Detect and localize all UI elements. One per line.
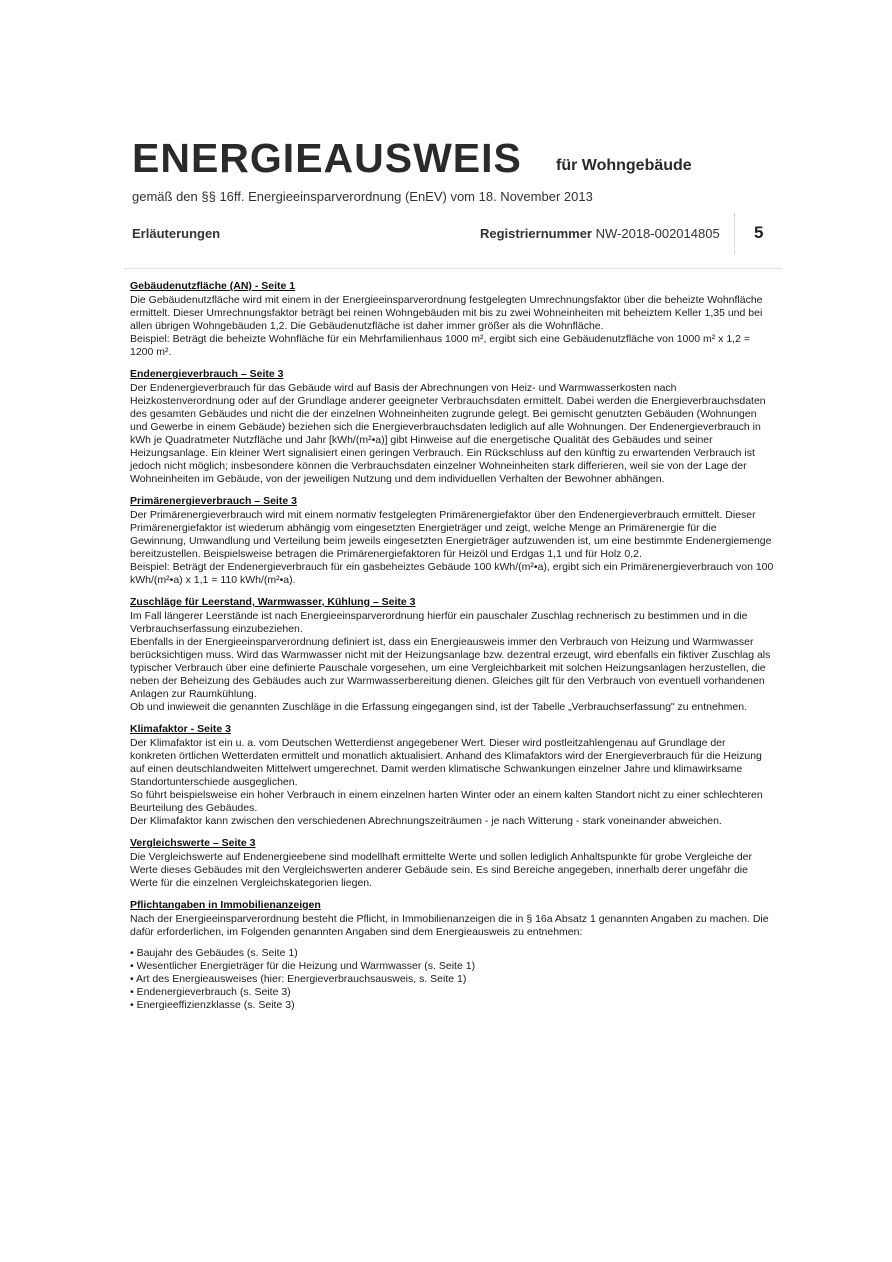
section-heading: Gebäudenutzfläche (AN) - Seite 1 <box>130 280 296 292</box>
section <box>130 837 774 890</box>
document-subtitle: gemäß den §§ 16ff. Energieeinsparverordnung (EnEV) vom 18. November 2013 <box>132 189 593 204</box>
section-heading: Vergleichswerte – Seite 3 <box>130 837 256 849</box>
section-paragraph: Der Klimafaktor kann zwischen den verschiedenen Abrechnungszeiträumen - je nach Witterung - stark voneinander abweichen. <box>130 815 722 827</box>
section-label: Erläuterungen <box>132 226 221 241</box>
list-item: • Endenergieverbrauch (s. Seite 3) <box>130 986 774 999</box>
section-paragraph: Der Klimafaktor ist ein u. a. vom Deutschen Wetterdienst angegebener Wert. Dieser wird postleitzahlengenau auf Grundlage der konkreten örtlichen Wetterdaten ermittelt und monatlich aktualisiert. Anhand des Klimafaktors wird der Energieverbrauch für die Heizung auf einen deutschlandweiten Mittelwert umgerechnet. Damit werden klimatische Schwankungen einzelner Jahre und klimawirksame Standortunterschiede ausgeglichen. <box>130 737 762 788</box>
section <box>130 495 774 587</box>
section <box>130 280 774 359</box>
explanations-content <box>130 280 774 1021</box>
section-paragraph: Beispiel: Beträgt der Endenergieverbrauch für ein gasbeheiztes Gebäude 100 kWh/(m²•a), ergibt sich ein Primärenergieverbrauch von 100 kWh/(m²•a) x 1,1 = 110 kWh/(m²•a). <box>130 561 774 586</box>
section-paragraph: Der Endenergieverbrauch für das Gebäude wird auf Basis der Abrechnungen von Heiz- und Warmwasserkosten nach Heizkostenverordnung oder auf der Grundlage anderer geeigneter Verbrauchsdaten ermittelt. Dabei werden die Energieverbrauchsdaten des gesamten Gebäudes und nicht die der einzelnen Wohneinheiten zugrunde gelegt. Bei gemischt genutzten Gebäuden (Wohnungen und Gewerbe in einem Gebäude) beziehen sich die Energieverbrauchsdaten lediglich auf alle Wohnungen. Der Endenergieverbrauch in kWh je Quadratmeter Nutzfläche und Jahr [kWh/(m²•a)] gibt Hinweise auf die energetische Qualität des Gebäudes und seiner Heizungsanlage. Ein kleiner Wert signalisiert einen geringen Verbrauch. Ein Rückschluss auf den künftig zu erwartenden Verbrauch ist jedoch nicht möglich; insbesondere können die Verbrauchsdaten einzelner Wohneinheiten stark differieren, weil sie von der Lage der Wohneinheiten im Gebäude, von der jeweiligen Nutzung und dem individuellen Verhalten der Bewohner abhängen. <box>130 382 766 485</box>
document-title-suffix: für Wohngebäude <box>556 157 692 174</box>
section <box>130 899 774 1012</box>
section <box>130 368 774 486</box>
section-heading: Pflichtangaben in Immobilienanzeigen <box>130 899 321 911</box>
section-heading: Primärenergieverbrauch – Seite 3 <box>130 495 297 507</box>
section-paragraph: So führt beispielsweise ein hoher Verbrauch in einem einzelnen harten Winter oder an einem kalten Standort nicht zu einer schlechteren Beurteilung des Gebäudes. <box>130 789 763 814</box>
bullet-list <box>130 947 774 1012</box>
document-title-row <box>132 132 772 184</box>
document-title: ENERGIEAUSWEIS <box>132 135 522 181</box>
registration-label: Registriernummer <box>480 226 592 241</box>
section-header-row <box>132 223 772 246</box>
list-item: • Wesentlicher Energieträger für die Heizung und Warmwasser (s. Seite 1) <box>130 960 774 973</box>
section <box>130 596 774 714</box>
page-number: 5 <box>754 223 764 242</box>
section-paragraph: Ob und inwieweit die genannten Zuschläge in die Erfassung eingegangen sind, ist der Tabelle „Verbrauchserfassung" zu entnehmen. <box>130 701 748 713</box>
registration-number: NW-2018-002014805 <box>595 226 720 241</box>
section-paragraph: Der Primärenergieverbrauch wird mit einem normativ festgelegten Primärenergiefaktor über den Endenergieverbrauch ermittelt. Dieser Primärenergiefaktor ist wiederum abhängig vom eingesetzten Energieträger und zeigt, welche Menge an Primärenergie für die Gewinnung, Umwandlung und Verteilung beim jeweils eingesetzten Energieträger aufzuwenden ist, um eine bestimmte Endenergiemenge bereitzustellen. Beispielsweise betragen die Primärenergiefaktoren für Heizöl und Erdgas 1,1 und für Holz 0,2. <box>130 509 772 560</box>
section-paragraph: Die Gebäudenutzfläche wird mit einem in der Energieeinsparverordnung festgelegten Umrechnungsfaktor über die beheizte Wohnfläche ermittelt. Dieser Umrechnungsfaktor beträgt bei reinen Wohngebäuden mit bis zu zwei Wohneinheiten mit beheiztem Keller 1,35 und bei allen übrigen Wohngebäuden 1,2. Die Gebäudenutzfläche ist daher immer größer als die Wohnfläche. <box>130 294 763 332</box>
section-heading: Endenergieverbrauch – Seite 3 <box>130 368 284 380</box>
section-heading: Zuschläge für Leerstand, Warmwasser, Kühlung – Seite 3 <box>130 596 416 608</box>
list-item: • Baujahr des Gebäudes (s. Seite 1) <box>130 947 774 960</box>
list-item: • Energieeffizienzklasse (s. Seite 3) <box>130 999 774 1012</box>
section <box>130 723 774 828</box>
section-paragraph: Beispiel: Beträgt die beheizte Wohnfläche für ein Mehrfamilienhaus 1000 m², ergibt sich eine Gebäudenutzfläche von 1000 m² x 1,2 = 1200 m². <box>130 333 750 358</box>
header-divider <box>125 268 781 269</box>
list-item: • Art des Energieausweises (hier: Energieverbrauchsausweis, s. Seite 1) <box>130 973 774 986</box>
section-paragraph: Ebenfalls in der Energieeinsparverordnung definiert ist, dass ein Energieausweis immer den Verbrauch von Heizung und Warmwasser berücksichtigen muss. Wird das Warmwasser nicht mit der Heizungsanlage bzw. dezentral erzeugt, wird ebenfalls ein fiktiver Zuschlag als typischer Verbrauch über eine definierte Pauschale vorgesehen, um eine Vergleichbarkeit mit solchen Heizungsanlagen herzustellen, die neben der Beheizung des Gebäudes auch zur Warmwasserbereitung dienen. Gleiches gilt für den Verbrauch von eventuell vorhandenen Anlagen zur Raumkühlung. <box>130 636 771 700</box>
section-paragraph: Nach der Energieeinsparverordnung besteht die Pflicht, in Immobilienanzeigen die in § 16a Absatz 1 genannten Angaben zu machen. Die dafür erforderlichen, im Folgenden genannten Angaben sind dem Energieausweis zu entnehmen: <box>130 913 769 938</box>
section-paragraph: Die Vergleichswerte auf Endenergieebene sind modellhaft ermittelte Werte und sollen lediglich Anhaltspunkte für grobe Vergleiche der Werte dieses Gebäudes mit den Vergleichswerten anderer Gebäude sein. Es sind Bereiche angegeben, innerhalb derer ungefähr die Werte für die einzelnen Vergleichskategorien liegen. <box>130 851 753 889</box>
section-heading: Klimafaktor - Seite 3 <box>130 723 231 735</box>
section-paragraph: Im Fall längerer Leerstände ist nach Energieeinsparverordnung hierfür ein pauschaler Zuschlag rechnerisch zu bestimmen und in die Verbrauchserfassung einzubeziehen. <box>130 610 748 635</box>
registration-info <box>480 226 720 241</box>
page-number-box <box>734 214 775 254</box>
